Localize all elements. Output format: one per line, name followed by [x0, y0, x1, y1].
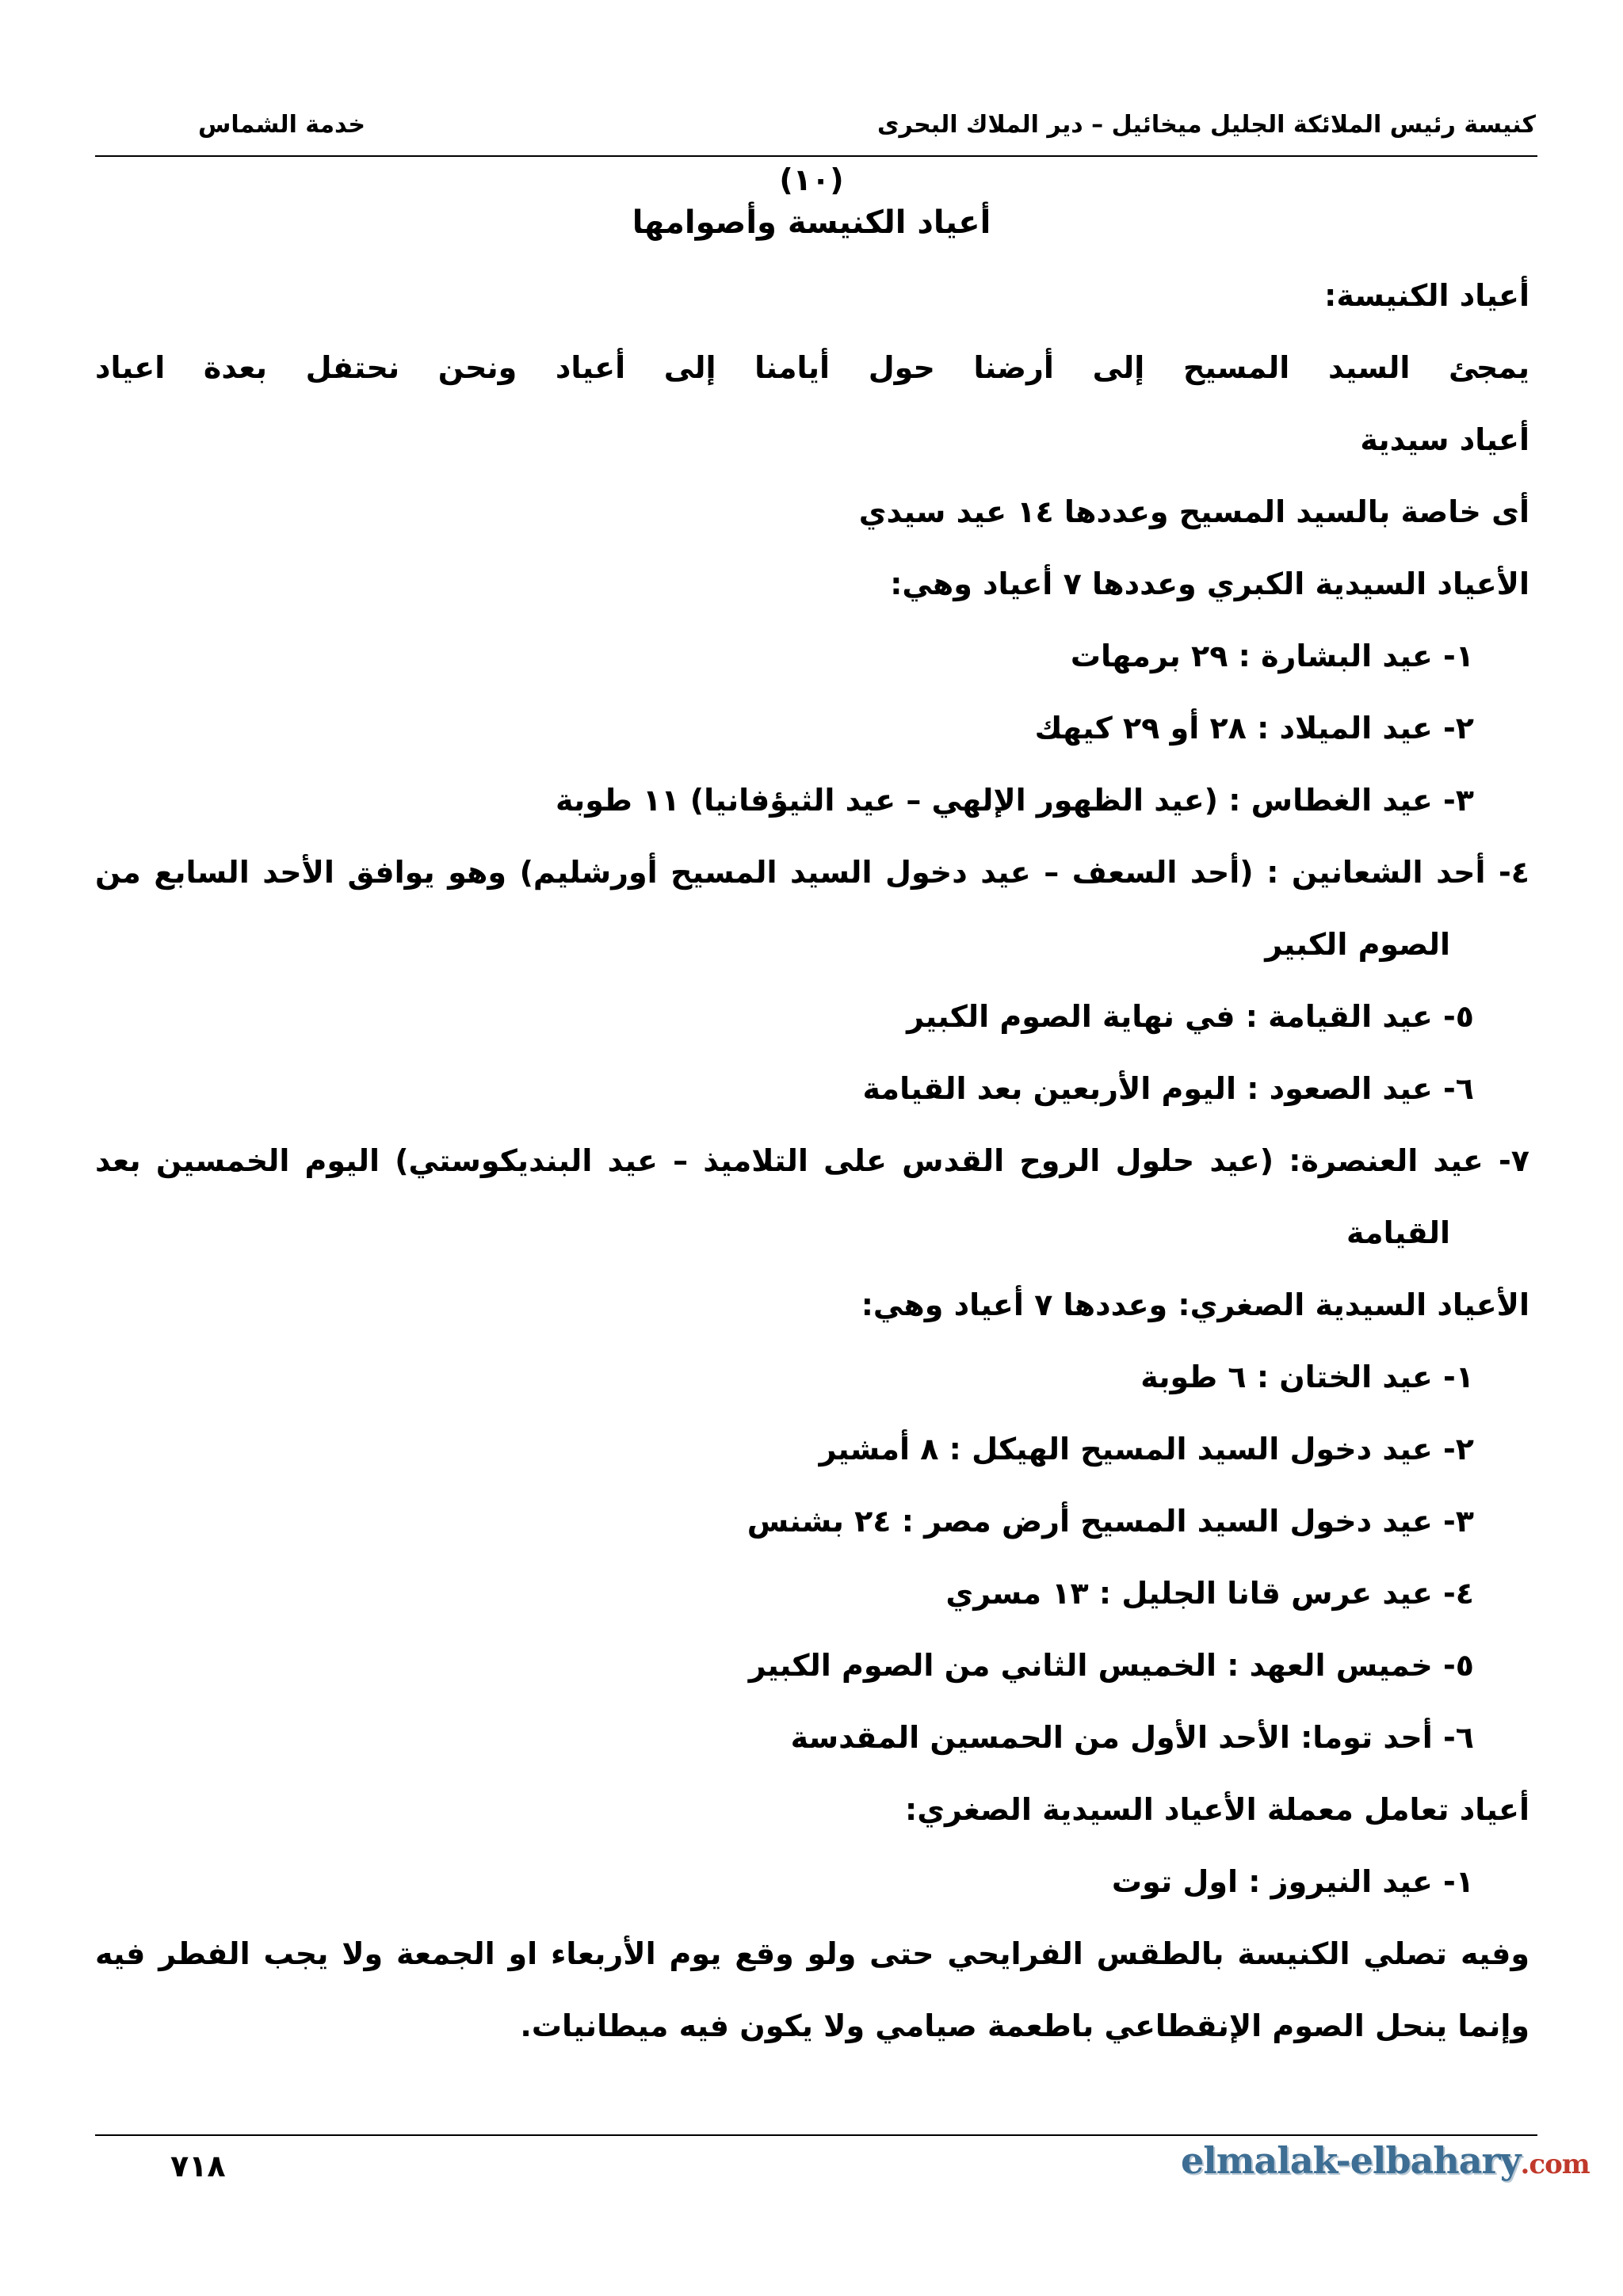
- logo-tld-text: .com: [1520, 2149, 1590, 2180]
- list-item: ٢- عيد الميلاد : ٢٨ أو ٢٩ كيهك: [1034, 711, 1474, 746]
- list-item: ٣- عيد الغطاس : (عيد الظهور الإلهي – عيد الثيؤفانيا) ١١ طوبة: [555, 783, 1474, 818]
- list-item: ٧- عيد العنصرة: (عيد حلول الروح القدس على التلاميذ – عيد البنديكوستي) اليوم الخمسين بعد: [95, 1143, 1529, 1178]
- list-item: ١- عيد البشارة : ٢٩ برمهات: [1070, 639, 1474, 673]
- document-body: [95, 260, 1529, 2062]
- list-item: ٣- عيد دخول السيد المسيح أرض مصر : ٢٤ بشنس: [747, 1504, 1474, 1539]
- list-item: ١- عيد الختان : ٦ طوبة: [1140, 1360, 1474, 1394]
- header-church-name: كنيسة رئيس الملائكة الجليل ميخائيل – دير الملاك البحرى: [876, 111, 1536, 139]
- section-number: (١٠): [779, 162, 844, 197]
- body-line: يمجئ السيد المسيح إلى أرضنا حول أيامنا إلى أعياد ونحن نحتفل بعدة اعياد: [95, 350, 1529, 385]
- list-item: ٤- أحد الشعانين : (أحد السعف – عيد دخول السيد المسيح أورشليم) وهو يوافق الأحد السابع من: [95, 855, 1529, 890]
- site-logo: [1181, 2139, 1590, 2195]
- body-line: وإنما ينحل الصوم الإنقطاعي باطعمة صيامي ولا يكون فيه ميطانيات.: [520, 2008, 1529, 2043]
- list-item: ٦- أحد توما: الأحد الأول من الحمسين المقدسة: [790, 1720, 1474, 1755]
- list-item-continuation: الصوم الكبير: [1265, 927, 1450, 962]
- heading-lordly-feasts: أعياد سيدية: [1360, 422, 1529, 457]
- heading-major-feasts: الأعياد السيدية الكبري وعددها ٧ أعياد وهي:: [890, 566, 1529, 601]
- heading-similar-feasts: أعياد تعامل معملة الأعياد السيدية الصغري:: [905, 1792, 1529, 1827]
- list-item: ٢- عيد دخول السيد المسيح الهيكل : ٨ أمشير: [819, 1432, 1474, 1466]
- header-service-name: خدمة الشماس: [198, 111, 366, 139]
- heading-minor-feasts: الأعياد السيدية الصغري: وعددها ٧ أعياد وهي:: [861, 1287, 1529, 1322]
- list-item: ٤- عيد عرس قانا الجليل : ١٣ مسري: [945, 1576, 1474, 1611]
- header-divider: [95, 155, 1537, 157]
- footer-divider: [95, 2134, 1537, 2136]
- heading-church-feasts: أعياد الكنيسة:: [1324, 278, 1529, 313]
- body-line: وفيه تصلي الكنيسة بالطقس الفرايحي حتى ولو وقع يوم الأربعاء او الجمعة ولا يجب الفطر فيه: [95, 1936, 1529, 1971]
- list-item-continuation: القيامة: [1346, 1215, 1450, 1250]
- logo-main-text: elmalak-elbahary: [1181, 2139, 1521, 2182]
- body-line: أى خاصة بالسيد المسيح وعددها ١٤ عيد سيدي: [858, 494, 1529, 529]
- list-item: ٥- عيد القيامة : في نهاية الصوم الكبير: [907, 999, 1474, 1034]
- list-item: ٥- خميس العهد : الخميس الثاني من الصوم الكبير: [748, 1648, 1474, 1683]
- section-title: أعياد الكنيسة وأصوامها: [632, 204, 991, 241]
- page-number: ٧١٨: [170, 2149, 226, 2183]
- list-item: ٦- عيد الصعود : اليوم الأربعين بعد القيامة: [862, 1071, 1474, 1106]
- list-item: ١- عيد النيروز : اول توت: [1111, 1864, 1474, 1899]
